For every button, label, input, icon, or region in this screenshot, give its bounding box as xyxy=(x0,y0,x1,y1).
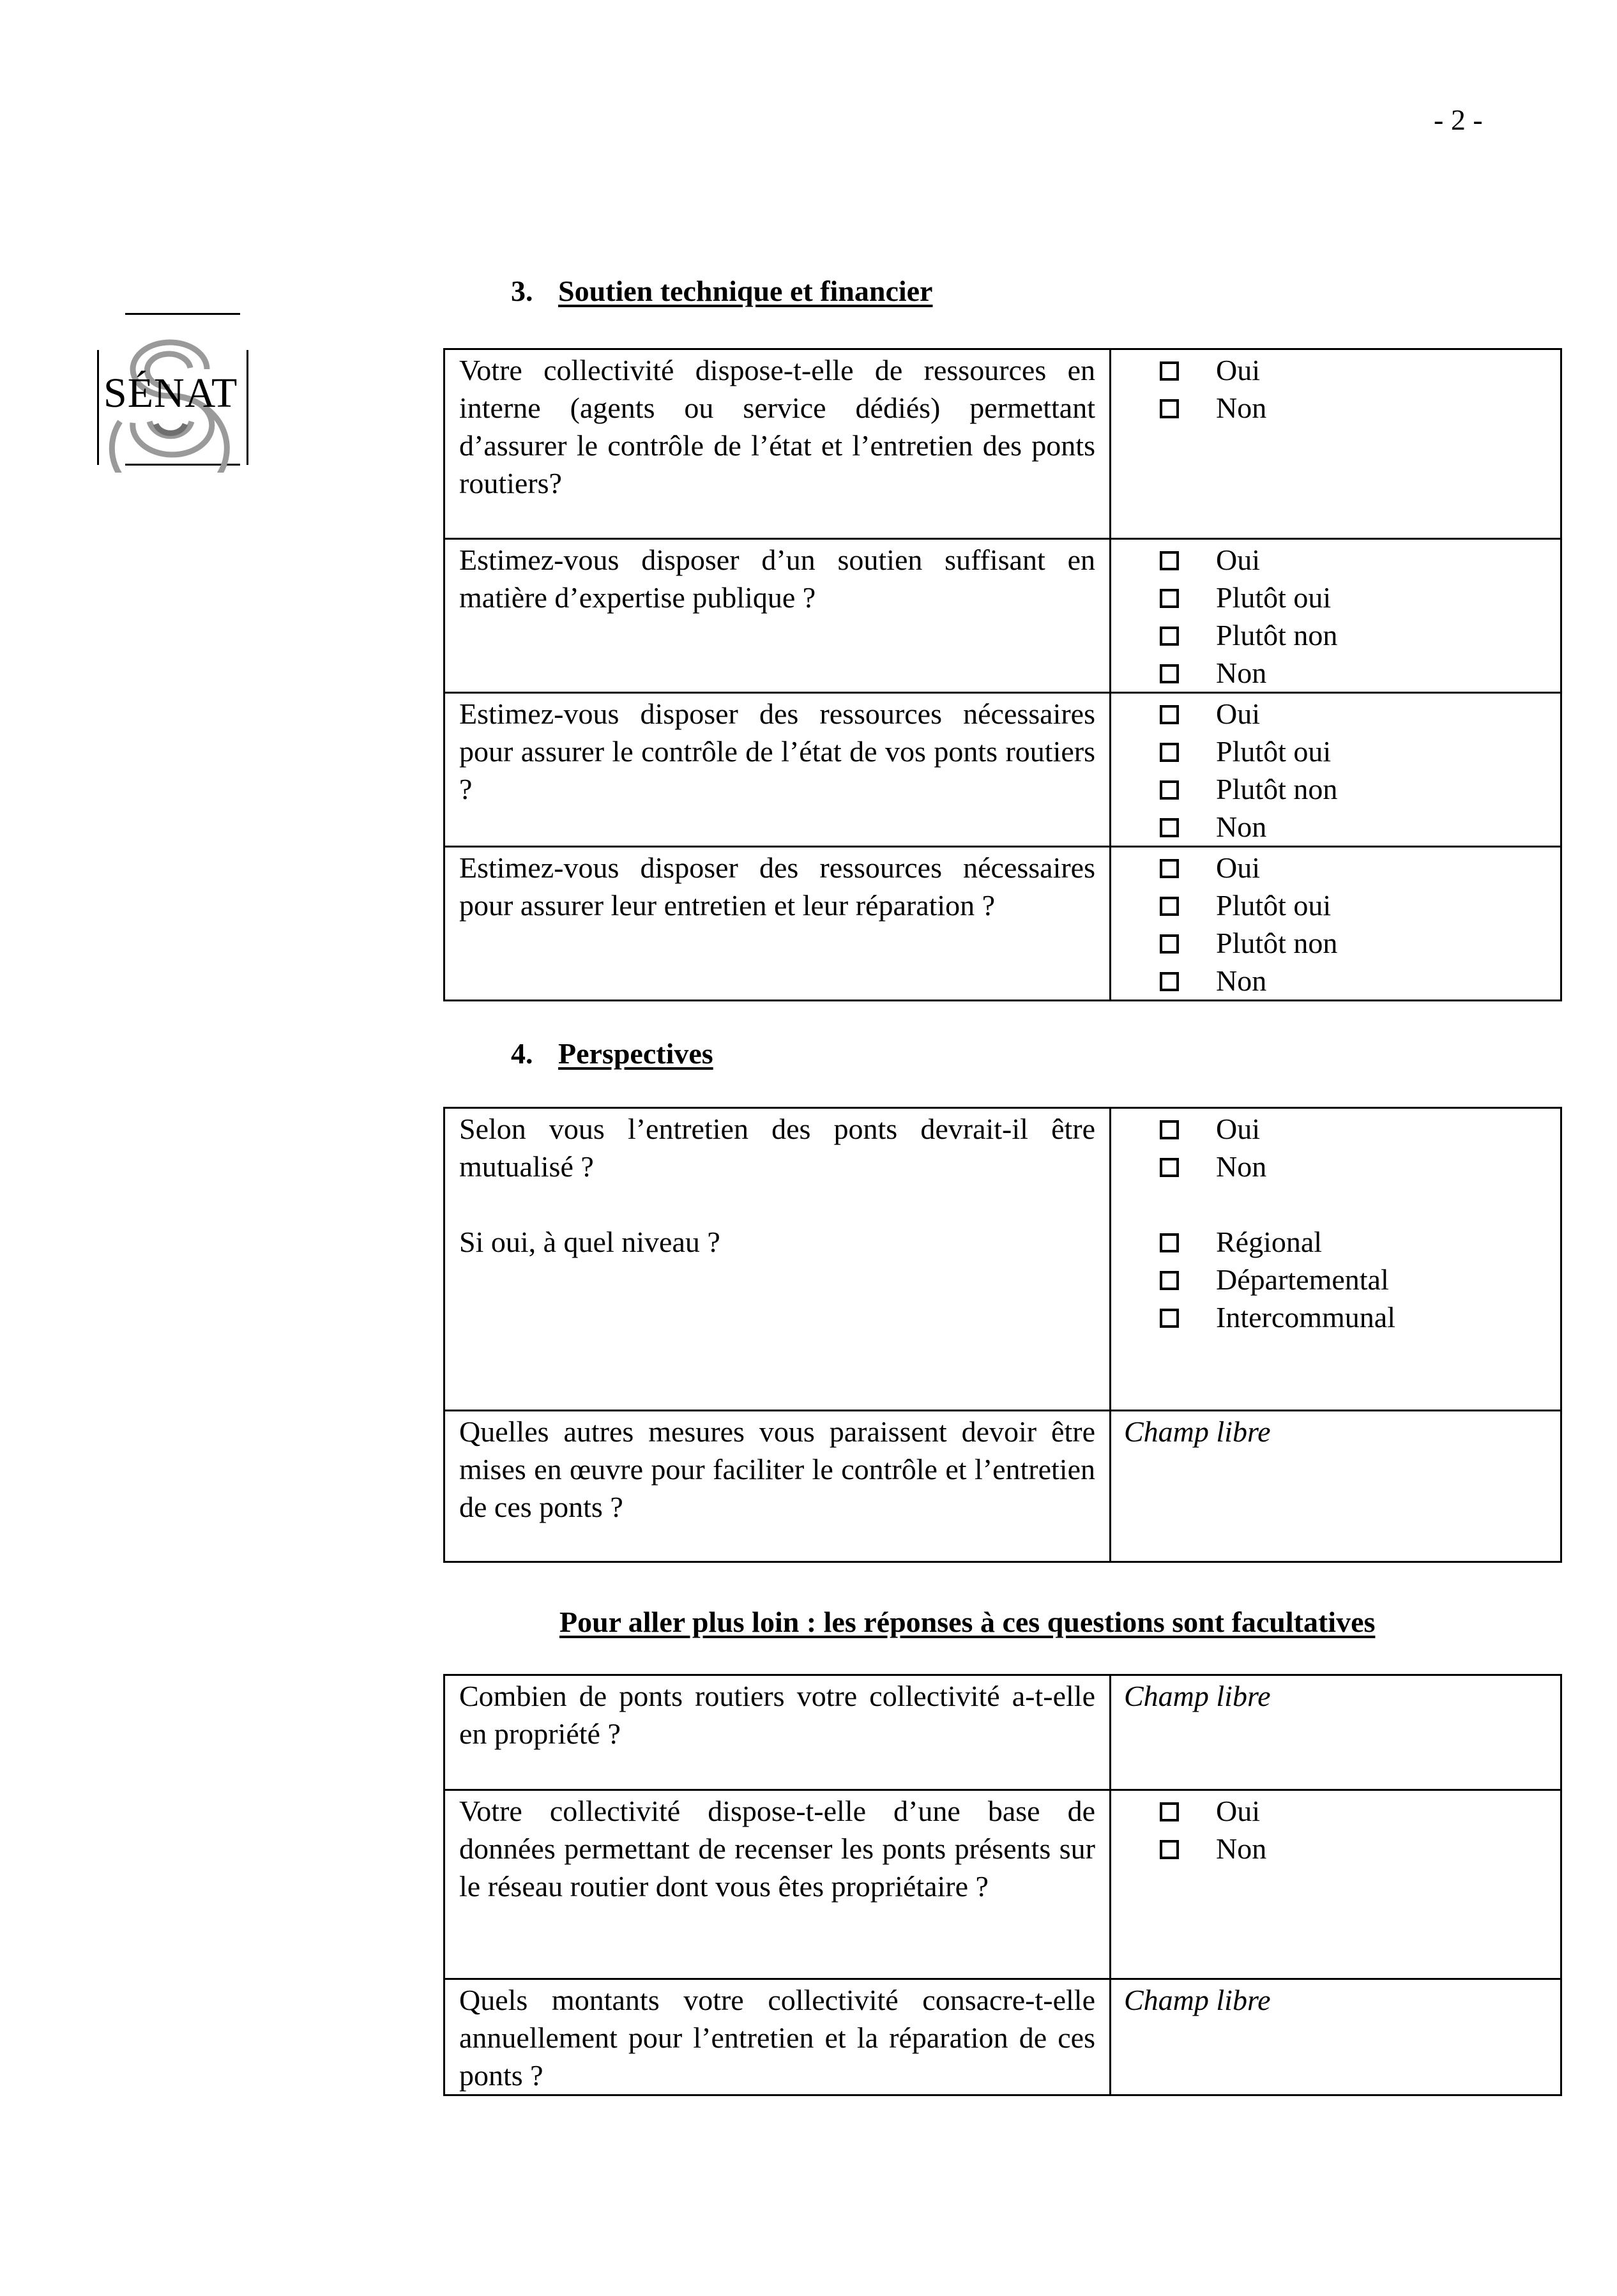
checkbox-icon[interactable] xyxy=(1160,897,1179,916)
optional-questions-heading: Pour aller plus loin : les réponses à ces questions sont facultatives xyxy=(559,1606,1376,1638)
option-label: Plutôt non xyxy=(1216,927,1338,959)
page-number: - 2 - xyxy=(1434,103,1483,136)
option-label: Départemental xyxy=(1216,1263,1389,1296)
free-text-field[interactable]: Champ libre xyxy=(1124,1984,1271,2016)
option-label: Non xyxy=(1216,657,1267,689)
checkbox-icon[interactable] xyxy=(1160,1271,1179,1290)
checkbox-icon[interactable] xyxy=(1160,780,1179,800)
answer-cell xyxy=(1111,539,1561,693)
checkbox-icon[interactable] xyxy=(1160,627,1179,646)
option-label: Intercommunal xyxy=(1216,1301,1396,1334)
options-list xyxy=(1111,695,1560,846)
answer-cell xyxy=(1111,1790,1561,1979)
checkbox-icon[interactable] xyxy=(1160,664,1179,683)
section-4-title: Perspectives xyxy=(558,1037,713,1070)
option-oui[interactable] xyxy=(1160,695,1560,733)
options-list xyxy=(1111,351,1560,427)
option-departemental[interactable] xyxy=(1160,1261,1560,1298)
checkbox-icon[interactable] xyxy=(1160,818,1179,837)
free-text-cell[interactable] xyxy=(1111,1979,1561,2095)
options-list xyxy=(1111,1792,1560,1867)
option-label: Non xyxy=(1216,1832,1267,1865)
question-cell xyxy=(444,1108,1111,1411)
answer-cell xyxy=(1111,847,1561,1001)
free-text-cell[interactable] xyxy=(1111,1411,1561,1562)
option-label: Plutôt oui xyxy=(1216,581,1332,614)
question-cell: Estimez-vous disposer des ressources nécessaires pour assurer le contrôle de l’état de vos ponts routiers ? xyxy=(444,693,1111,847)
option-plutot-non[interactable] xyxy=(1160,770,1560,808)
option-plutot-non[interactable] xyxy=(1160,616,1560,654)
answer-cell xyxy=(1111,349,1561,539)
option-non[interactable] xyxy=(1160,808,1560,846)
options-list xyxy=(1111,849,1560,1000)
question-cell: Estimez-vous disposer d’un soutien suffisant en matière d’expertise publique ? xyxy=(444,539,1111,693)
answer-cell xyxy=(1111,693,1561,847)
option-non[interactable] xyxy=(1160,654,1560,692)
option-label: Oui xyxy=(1216,697,1260,730)
section-3-number: 3. xyxy=(511,275,533,307)
option-plutot-non[interactable] xyxy=(1160,924,1560,962)
option-plutot-oui[interactable] xyxy=(1160,579,1560,616)
option-label: Non xyxy=(1216,964,1267,997)
table-row xyxy=(444,1979,1561,2095)
free-text-field[interactable]: Champ libre xyxy=(1124,1415,1271,1448)
options-list xyxy=(1111,541,1560,692)
question-cell: Estimez-vous disposer des ressources nécessaires pour assurer leur entretien et leur réparation ? xyxy=(444,847,1111,1001)
answer-cell xyxy=(1111,1108,1561,1411)
senat-logo xyxy=(95,307,248,473)
section-4-number: 4. xyxy=(511,1037,533,1070)
section-3-title: Soutien technique et financier xyxy=(558,275,933,307)
option-label: Oui xyxy=(1216,1795,1260,1827)
option-label: Plutôt oui xyxy=(1216,735,1332,768)
option-label: Régional xyxy=(1216,1226,1323,1258)
spacer xyxy=(459,1185,1095,1223)
option-label: Plutôt oui xyxy=(1216,889,1332,922)
table-row xyxy=(444,847,1561,1001)
checkbox-icon[interactable] xyxy=(1160,1309,1179,1328)
option-plutot-oui[interactable] xyxy=(1160,886,1560,924)
question-cell: Quelles autres mesures vous paraissent devoir être mises en œuvre pour faciliter le contrôle et l’entretien de ces ponts ? xyxy=(444,1411,1111,1562)
option-label: Non xyxy=(1216,1150,1267,1183)
checkbox-icon[interactable] xyxy=(1160,934,1179,954)
checkbox-icon[interactable] xyxy=(1160,972,1179,991)
checkbox-icon[interactable] xyxy=(1160,1802,1179,1821)
option-label: Non xyxy=(1216,392,1267,424)
question-cell: Quels montants votre collectivité consacre-t-elle annuellement pour l’entretien et la réparation de ces ponts ? xyxy=(444,1979,1111,2095)
option-non[interactable] xyxy=(1160,1830,1560,1867)
option-intercommunal[interactable] xyxy=(1160,1298,1560,1336)
checkbox-icon[interactable] xyxy=(1160,551,1179,570)
perspectives-table xyxy=(443,1107,1562,1563)
option-non[interactable] xyxy=(1160,1148,1560,1185)
option-plutot-oui[interactable] xyxy=(1160,733,1560,770)
question-cell: Votre collectivité dispose-t-elle d’une base de données permettant de recenser les ponts présents sur le réseau routier dont vous êtes propriétaire ? xyxy=(444,1790,1111,1979)
checkbox-icon[interactable] xyxy=(1160,1840,1179,1859)
checkbox-icon[interactable] xyxy=(1160,1120,1179,1139)
option-label: Plutôt non xyxy=(1216,619,1338,651)
table-row xyxy=(444,693,1561,847)
optional-questions-table xyxy=(443,1674,1562,2096)
option-non[interactable] xyxy=(1160,962,1560,1000)
checkbox-icon[interactable] xyxy=(1160,705,1179,724)
checkbox-icon[interactable] xyxy=(1160,859,1179,878)
option-oui[interactable] xyxy=(1160,1110,1560,1148)
table-row xyxy=(444,539,1561,693)
free-text-cell[interactable] xyxy=(1111,1675,1561,1790)
checkbox-icon[interactable] xyxy=(1160,743,1179,762)
followup-question-text: Si oui, à quel niveau ? xyxy=(459,1226,720,1258)
checkbox-icon[interactable] xyxy=(1160,399,1179,418)
option-oui[interactable] xyxy=(1160,351,1560,389)
option-label: Oui xyxy=(1216,544,1260,576)
option-oui[interactable] xyxy=(1160,849,1560,886)
table-row xyxy=(444,1790,1561,1979)
question-text: Selon vous l’entretien des ponts devrait-il être mutualisé ? xyxy=(459,1113,1095,1183)
option-label: Plutôt non xyxy=(1216,773,1338,805)
table-row xyxy=(444,349,1561,539)
spacer xyxy=(1160,1185,1560,1223)
option-non[interactable] xyxy=(1160,389,1560,427)
checkbox-icon[interactable] xyxy=(1160,589,1179,608)
table-row xyxy=(444,1675,1561,1790)
logo-text: SÉNAT xyxy=(103,370,238,416)
checkbox-icon[interactable] xyxy=(1160,361,1179,381)
table-row xyxy=(444,1411,1561,1562)
table-row xyxy=(444,1108,1561,1411)
free-text-field[interactable]: Champ libre xyxy=(1124,1680,1271,1712)
option-regional[interactable] xyxy=(1160,1223,1560,1261)
question-cell: Combien de ponts routiers votre collectivité a-t-elle en propriété ? xyxy=(444,1675,1111,1790)
option-label: Oui xyxy=(1216,1113,1260,1145)
checkbox-icon[interactable] xyxy=(1160,1158,1179,1177)
option-oui[interactable] xyxy=(1160,1792,1560,1830)
checkbox-icon[interactable] xyxy=(1160,1233,1179,1252)
options-list xyxy=(1111,1110,1560,1336)
option-label: Non xyxy=(1216,810,1267,843)
section-4-heading xyxy=(511,1036,713,1072)
section-3-heading xyxy=(511,273,932,309)
option-label: Oui xyxy=(1216,354,1260,386)
option-oui[interactable] xyxy=(1160,541,1560,579)
option-label: Oui xyxy=(1216,851,1260,884)
question-cell: Votre collectivité dispose-t-elle de ressources en interne (agents ou service dédiés) permettant d’assurer le contrôle de l’état et l’entretien des ponts routiers? xyxy=(444,349,1111,539)
support-questions-table xyxy=(443,348,1562,1001)
